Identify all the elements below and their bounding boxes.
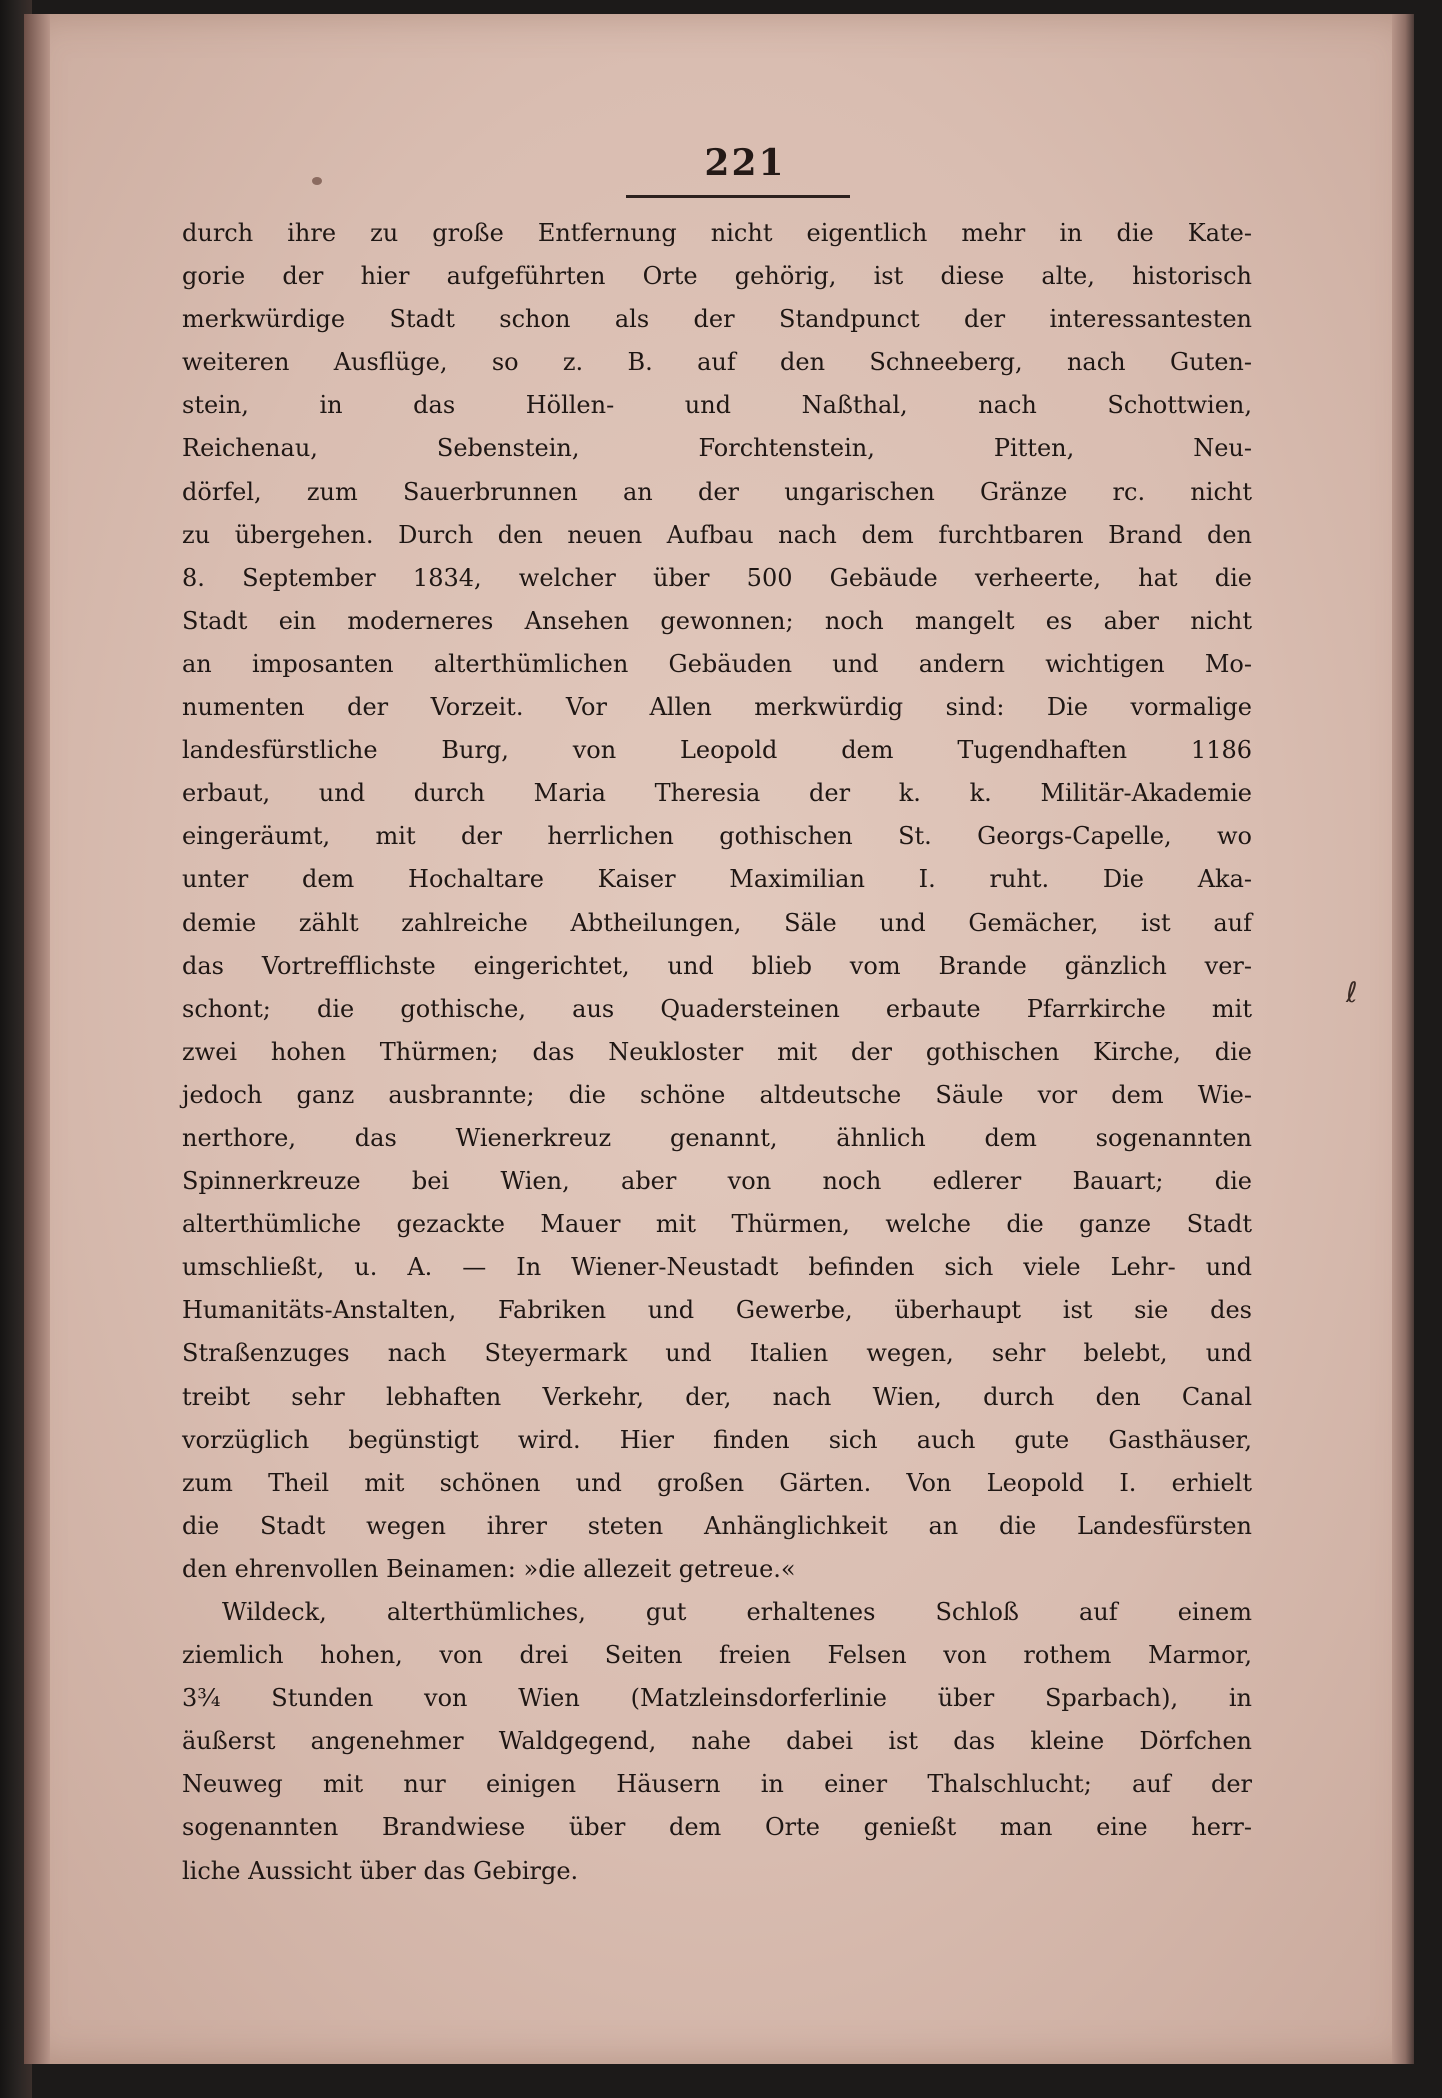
text-line: merkwürdige Stadt schon als der Standpunct der interessantesten <box>182 305 1252 334</box>
text-line: jedoch ganz ausbrannte; die schöne altdeutsche Säule vor dem Wie- <box>182 1080 1252 1109</box>
page-number: 221 <box>704 142 786 184</box>
text-line: alterthümliche gezackte Mauer mit Thürmen, welche die ganze Stadt <box>182 1210 1252 1239</box>
header-rule <box>626 195 850 198</box>
text-line: numenten der Vorzeit. Vor Allen merkwürdig sind: Die vormalige <box>182 693 1252 722</box>
text-line: Humanitäts-Anstalten, Fabriken und Gewerbe, überhaupt ist sie des <box>182 1296 1252 1325</box>
text-line: landesfürstliche Burg, von Leopold dem Tugendhaften 1186 <box>182 736 1252 765</box>
text-line: zu übergehen. Durch den neuen Aufbau nach dem furchtbaren Brand den <box>182 520 1252 549</box>
margin-pencil-mark: ℓ <box>1346 976 1358 1009</box>
text-line: Stadt ein moderneres Ansehen gewonnen; noch mangelt es aber nicht <box>182 606 1252 635</box>
page-header <box>24 142 1414 184</box>
text-line: vorzüglich begünstigt wird. Hier finden sich auch gute Gasthäuser, <box>182 1425 1252 1454</box>
text-line: das Vortrefflichste eingerichtet, und blieb vom Brande gänzlich ver- <box>182 951 1252 980</box>
text-line: zum Theil mit schönen und großen Gärten. Von Leopold I. erhielt <box>182 1468 1252 1497</box>
text-line: weiteren Ausflüge, so z. B. auf den Schneeberg, nach Guten- <box>182 348 1252 377</box>
body-text <box>182 212 1252 1893</box>
page-edge-right <box>1392 14 1414 2064</box>
text-line: stein, in das Höllen- und Naßthal, nach Schottwien, <box>182 391 1252 420</box>
text-line: liche Aussicht über das Gebirge. <box>182 1856 579 1885</box>
text-line: treibt sehr lebhaften Verkehr, der, nach Wien, durch den Canal <box>182 1382 1252 1411</box>
text-line: gorie der hier aufgeführten Orte gehörig, ist diese alte, historisch <box>182 262 1252 291</box>
text-line: an imposanten alterthümlichen Gebäuden und andern wichtigen Mo- <box>182 649 1252 678</box>
text-line: 8. September 1834, welcher über 500 Gebäude verheerte, hat die <box>182 563 1252 592</box>
text-line: Neuweg mit nur einigen Häusern in einer Thalschlucht; auf der <box>182 1770 1252 1799</box>
text-line: unter dem Hochaltare Kaiser Maximilian I. ruht. Die Aka- <box>182 865 1252 894</box>
text-line: Wildeck, alterthümliches, gut erhaltenes Schloß auf einem <box>222 1598 1252 1626</box>
text-line: den ehrenvollen Beinamen: »die allezeit getreue.« <box>182 1554 796 1583</box>
text-line: nerthore, das Wienerkreuz genannt, ähnlich dem sogenannten <box>182 1123 1252 1152</box>
text-line: ziemlich hohen, von drei Seiten freien Felsen von rothem Marmor, <box>182 1641 1252 1670</box>
text-line: zwei hohen Thürmen; das Neukloster mit der gothischen Kirche, die <box>182 1037 1252 1066</box>
text-line: umschließt, u. A. — In Wiener-Neustadt befinden sich viele Lehr- und <box>182 1253 1252 1282</box>
text-line: erbaut, und durch Maria Theresia der k. k. Militär-Akademie <box>182 779 1252 808</box>
text-line: Spinnerkreuze bei Wien, aber von noch edlerer Bauart; die <box>182 1167 1252 1196</box>
text-line: äußerst angenehmer Waldgegend, nahe dabei ist das kleine Dörfchen <box>182 1727 1252 1756</box>
page-gutter-shadow <box>24 14 50 2064</box>
text-line: die Stadt wegen ihrer steten Anhänglichkeit an die Landesfürsten <box>182 1511 1252 1540</box>
text-line: dörfel, zum Sauerbrunnen an der ungarischen Gränze rc. nicht <box>182 477 1252 506</box>
text-line: schont; die gothische, aus Quadersteinen erbaute Pfarrkirche mit <box>182 994 1252 1023</box>
text-line: sogenannten Brandwiese über dem Orte genießt man eine herr- <box>182 1813 1252 1842</box>
text-line: demie zählt zahlreiche Abtheilungen, Säle und Gemächer, ist auf <box>182 908 1252 937</box>
text-line: Reichenau, Sebenstein, Forchtenstein, Pitten, Neu- <box>182 434 1252 463</box>
text-line: 3¾ Stunden von Wien (Matzleinsdorferlinie über Sparbach), in <box>182 1684 1252 1713</box>
text-line: eingeräumt, mit der herrlichen gothischen St. Georgs-Capelle, wo <box>182 822 1252 851</box>
text-line: durch ihre zu große Entfernung nicht eigentlich mehr in die Kate- <box>182 219 1252 247</box>
text-line: Straßenzuges nach Steyermark und Italien wegen, sehr belebt, und <box>182 1339 1252 1368</box>
book-page <box>24 14 1414 2064</box>
